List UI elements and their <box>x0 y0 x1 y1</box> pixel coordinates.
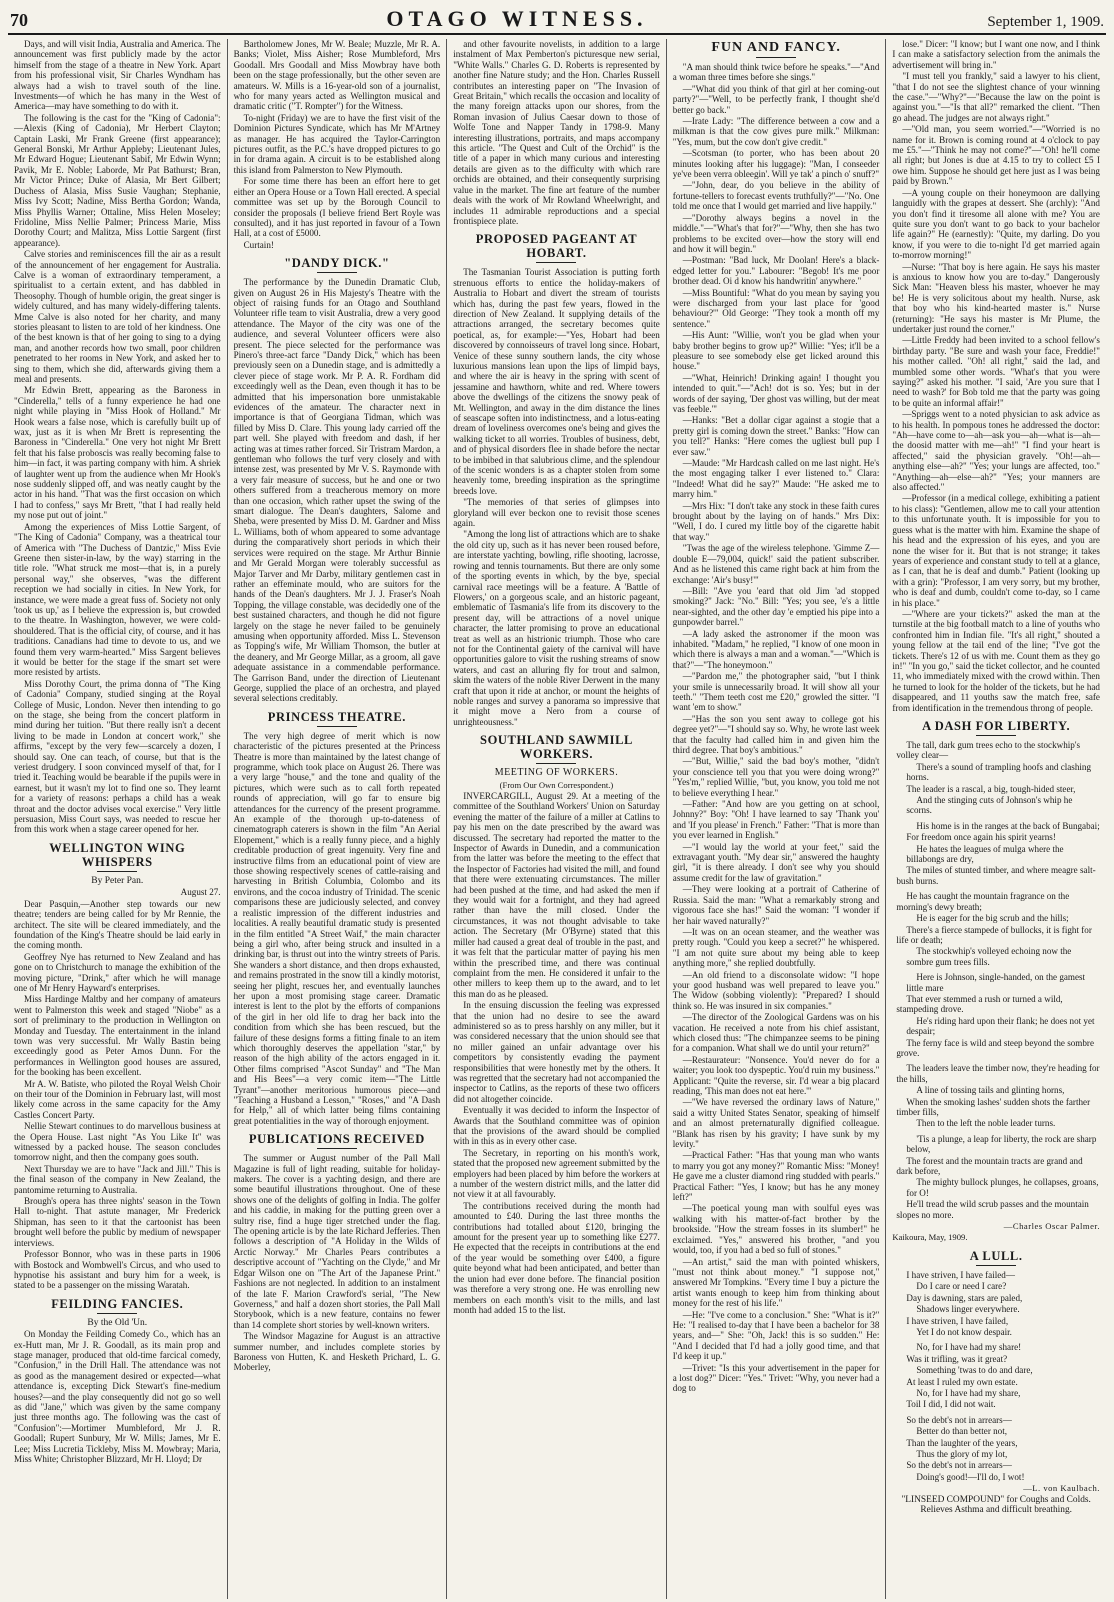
poem-line: I have striven, I have failed— <box>906 1269 1015 1280</box>
poem-line: Then to the left the noble leader turns. <box>916 1118 1056 1129</box>
article-paragraph: Miss Hardinge Maltby and her company of amateurs went to Palmerston this week and staged "Niobe" as a sort of preliminary to the production in Wellington on Monday and Tuesday. The entertainment in the inland town was very successful. Mr Wally Bastin being exceedingly good as Peter Amos Dunn. For the performances in Wellington good houses are assured, for the booking has been excellent. <box>14 994 221 1078</box>
article-paragraph: —An artist," said the man with pointed whiskers, "must not think about money." "I suppose not," answered Mr Tompkins. "Every time I buy a picture the artist wants enough to keep him from thinking about money for the rest of his life." <box>672 1256 880 1309</box>
headline-rule <box>97 1313 137 1314</box>
poem-line: So the debt's not in arrears— <box>906 1460 1012 1471</box>
poem-line: His home is in the ranges at the back of Bungabai; <box>916 820 1100 831</box>
poem-line: So the debt's not in arrears— <box>906 1414 1012 1425</box>
columns <box>8 39 1106 1599</box>
column-1 <box>8 39 228 1599</box>
headline-rule <box>317 272 357 273</box>
advertisement: "LINSEED COMPOUND" for Coughs and Colds. Relieves Asthma and difficult breathing. <box>901 1494 1091 1515</box>
article-paragraph: —"Pardon me," the photographer said, "but I think your smile is unnecessarily broad. It will show all your teeth." "Them teeth cost me £20," growled the sitter. "I want 'em to show." <box>672 671 880 713</box>
poem-line: He's riding hard upon their flank; he does not yet despair; <box>906 1015 1095 1037</box>
headline-rule <box>317 1148 357 1149</box>
article-paragraph: The Tasmanian Tourist Association is putting forth strenuous efforts to entice the holiday-makers of Australia to Hobart and divert the stream of tourists which has, during the past few years, flowed in the direction of New Zealand. It supplying details of the attractions arranged, the secretary becomes quite poetical, as, for example:—"Yes, Hobart had been discovered by connoisseurs of travel long since. Hobart, Venice of these sunny southern lands, the city whose luxurious mansions lean upon the lips of limpid bays, and where the air is heavy in the spring with scent of jessamine and hawthorn, white and red. Where towers above the dwellings of the citizens the snowy peak of Mt. Wellington, and away in the dim distance the lines of seascape soften into indistinctness, and a lotus-eating dream of loveliness overcomes one's being and gives the walking ticket to all worries. Troubles of business, debt, and of physical disorders flee in shade before the nectar to be imbibed in that salubrious clime, and the splendour of the scenic wonders is as a chapter stolen from some heavenly tome, breeding inspiration as the springtime breeds love. <box>453 267 660 496</box>
poem-line: Was it trifling, was it great? <box>906 1353 1008 1364</box>
article-paragraph: The Secretary, in reporting on his month's work, stated that the proposed new agreement submitted by the employers had been placed by him before the workers at a number of the western district mills, and the latter did not view it at all favourably. <box>453 1147 660 1200</box>
poem-line: Yet I do not know despair. <box>916 1326 1012 1337</box>
article-paragraph: —"We have reversed the ordinary laws of Nature," said a witty United States Senator, speaking of himself and an almost preternaturally dignified colleague. "Blank has risen by his gravity; I have sunk by my levity." <box>672 1097 880 1150</box>
article-paragraph: —Professor (in a medical college, exhibiting a patient to his class): "Gentlemen, allow me to call your attention to this unfortunate youth. It is impossible for you to guess what is the matter with him. Examine the shape of his head and the expression of his eyes, and you are none the wiser for it. But that is not strange; it takes years of experience and constant study to tell at a glance, as I can, that he is deaf and dumb." Patient (looking up with a grin): "Professor, I am very sorry, but my brother, who is deaf and dumb, couldn't come to-day, so I came in his place." <box>892 493 1100 608</box>
article-paragraph: The very high degree of merit which is now characteristic of the pictures presented at the Princess Theatre is more than maintained by the latest change of programme, which took place on August 26. There was a very large "house," and the tone and quality of the pictures, which were such as to call forth repeated rounds of appreciation, will go far to ensure big attendances for the currency of the present programme. An example of the thorough up-to-dateness of cinematograph caterers is shown in the film "An Aerial Elopement," which is a really funny piece, and a highly creditable production of great ingenuity. Very fine and instructive films from an educational point of view are those showing respectively scenes of cattle-raising and harvesting in British Columbia, Colombo and its environs, and the cocoa industry of Trinidad. The scenic comparisons these are judiciously selected, and convey a realistic impression of the different industries and localities. A really beautiful dramatic study is presented in the film entitled "A Street Waif," the main character being a girl who, after being struck and insulted in a drinking bar, is thrust out into the wintry streets of Paris. She wanders a short distance, and then drops exhausted, and remains prostrated in the snow till a kindly motorist, seeing her plight, rescues her, and eventually launches her upon a most promising stage career. Dramatic interest is lent to the plot by the efforts of companions of the girl in her old life to drag her back into the condition from which she has been rescued, but the failure of these designs forms a fitting finale to an item which thoroughly deserves the appellation "star," by reason of the high ability of the actors engaged in it. Other films comprised "Ascot Sunday" and "The Man and His Bees"—a very comic item—"The Little Tyrant"—another meritorious humorous piece—and "Teaching a Husband a Lesson," "Roses," and "A Dash for Help," all of which latter being films containing great potentialities in the way of thorough enjoyment. <box>233 730 441 1126</box>
article-headline: PRINCESS THEATRE. <box>267 709 407 724</box>
headline-rule <box>976 735 1016 736</box>
article-headline: FEILDING FANCIES. <box>51 1296 184 1311</box>
article-headline: A LULL. <box>969 1248 1023 1263</box>
article-headline: SOUTHLAND SAWMILL WORKERS. <box>480 733 633 762</box>
article-paragraph: Mr A. W. Batiste, who piloted the Royal Welsh Choir on their tour of the Dominion in February last, will most likely come across in the same capacity for the Amy Castles Concert Party. <box>14 1078 221 1120</box>
article-paragraph: The Windsor Magazine for August is an attractive summer number, and includes complete stories by Baroness von Hutten, K. and Hesketh Prichard, L. G. Moberley, <box>233 1331 441 1373</box>
article-paragraph: —Nurse: "That boy is here again. He says his master is anxious to know how you are to-day." Dangerously Sick Man: "Heaven bless his master, whoever he may be! He is very solicitous about my health. Nurse, ask that boy who his kind-hearted master is." Nurse (returning): "He says his master is Mr Plume, the undertaker just round the corner." <box>892 261 1100 334</box>
article-paragraph: Days, and will visit India, Australia and America. The announcement was first publicly made by the actor himself from the stage of a theatre in New York. Apart from his professional visit, Sir Charles Wyndham has always had a wish to travel south of the line. Investments—of which he has many in the West of America—may have something to do with it. <box>14 39 221 112</box>
article-paragraph: To-night (Friday) we are to have the first visit of the Dominion Pictures Syndicate, which has Mr M'Artney as manager. He has acquired the Taylor-Carrington pictures outfit, as the P.C.'s have dropped pictures to go in for drama again. A circuit is to be established along this island from Palmerston to New Plymouth. <box>233 112 441 175</box>
poem-line: No, for I have had my share, <box>916 1387 1021 1398</box>
headline-rule <box>317 726 357 727</box>
article-paragraph: Brough's opera has three nights' season in the Town Hall to-night. That astute manager, Mr Frederick Shipman, has seen to it that the cartoonist has been brought well before the public by medium of newspaper interviews. <box>14 1196 221 1248</box>
poem-line: Doing's good!—I'll do, I wot! <box>916 1471 1025 1482</box>
poem-line: He is eager for the big scrub and the hills; <box>916 913 1069 924</box>
poem-line: The ferny face is wild and steep beyond the sombre grove. <box>896 1037 1094 1058</box>
article-paragraph: —"Old man, you seem worried."—"Worried is no name for it. Brown is coming round at 4 o'clock to pay me £5."—"Think he may not come?"—"Oh! he'll come all right; but Jones is due at 4.15 to try to collect £5 I owe him. Suppose he should get here just as I was being paid by Brown." <box>892 124 1100 187</box>
page-number: 70 <box>10 10 28 30</box>
poem-line: The mighty bullock plunges, he collapses, groans, for O! <box>906 1177 1099 1198</box>
poem-line: The miles of stunted timber, and where meagre salt-bush burns. <box>896 865 1096 886</box>
poem-line: When the smoking lashes' sudden shots the farther timber fills, <box>896 1096 1091 1117</box>
article-paragraph: lose." Dicer: "I know; but I want one now, and I think I can make a satisfactory selection from the animals the advertisement will bring in." <box>892 39 1100 70</box>
article-paragraph: Geoffrey Nye has returned to New Zealand and has gone on to Christchurch to manage the exhibition of the moving picture, "Drink," after which he will manage one of Mr Henry Hayward's enterprises. <box>14 951 221 993</box>
poem-signature: —L. von Kaulbach. <box>1023 1483 1100 1494</box>
column-5 <box>886 39 1106 1599</box>
article-paragraph: INVERCARGILL, August 29. At a meeting of the committee of the Southland Workers' Union on Saturday evening the matter of the failure of a miller at Catlins to pay his men on the date prescribed by the award was discussed. The secretary had reported the matter to the Inspector of Awards in Dunedin, and a communication from the latter was before the meeting to the effect that the Inspector of Factories had visited the mill, and found that there were extenuating circumstances. The miller had been pushed at the time, and had asked the men if they would wait for a fortnight, and they had agreed rather than have the mill closed. Under the circumstances, it was not thought advisable to take action. The Secretary (Mr O'Byrne) stated that this miller had caused a great deal of trouble in the past, and it was felt that the particular matter of paying his men within the prescribed time, and there was continual complaint from the men. He considered it unfair to the other millers to keep them up to the award, and to let this man do as he pleased. <box>453 791 660 999</box>
article-paragraph: —"What did you think of that girl at her coming-out party?"—"Well, to be perfectly frank, I thought she'd better go back." <box>672 83 880 115</box>
article-paragraph: "I must tell you frankly," said a lawyer to his client, "that I do not see the slightest chance of your winning the case."—"Why?"—"Because the law on the point is against you."—"Is that all?" remarked the client. "Then go ahead. The judges are not always right." <box>892 71 1100 123</box>
column-3 <box>447 39 667 1599</box>
subheading: MEETING OF WORKERS. <box>494 767 619 779</box>
article-paragraph: and other favourite novelists, in addition to a large instalment of Max Pemberton's picturesque new serial, "White Walls." Charles G. D. Roberts is represented by another fine Nature study; and the Hon. Charles Russell contributes an interesting paper on "The Invasion of Great Britain," which recalls the occasion and locality of the many foreign attacks upon our shores, from the Roman invasion of Julius Caesar down to those of Wolfe Tone and Napper Tandy in 1798-9. Many interesting illustrations, portraits, and maps accompany this article. "The Quest and Cult of the Orchid" is the title of a paper in which many curious and interesting details are given as to the difficulty with which rare orchids are obtained, and their consequently surprising value in the market. The fine art feature of the number deals with the work of Mr Rowland Wheelwright, and includes 11 admirable reproductions and a special frontispiece plate. <box>453 39 660 226</box>
article-paragraph: In the ensuing discussion the feeling was expressed that the union had no desire to see the award administered so as to press harshly on any miller, but it was considered necessary that the union should see that no miller gained an unfair advantage over his competitors by consistently evading the payment responsibilities that were honestly met by the others. It was regretted that the secretary had not accompanied the inspector to Catlins, as the reports of these two officers did not altogether coincide. <box>453 1000 660 1104</box>
article-paragraph: "Among the long list of attractions which are to shake the old city up, such as it has never been roused before, are interstate yachting, bowling, rifle shooting, lacrosse, rowing and tennis tournaments. But there are only some of the sporting events in which, by the bye, special carnival race meetings will be a feature. A 'Battle of Flowers,' on a gorgeous scale, and an historic pageant, emblematic of Tasmania's life from its discovery to the present day, will be attractions of a novel unique character, the latter promising to prove an educational treat as well as an histrionic triumph. Those who care not for the Continental gaiety of the carnival will have opportunities galore to visit the rushing streams of snow waters, and cast an alluring fly for trout and salmon, skim the waters of the noble River Derwent in the many craft that upon it ride at anchor, or mount the heights of noble ranges and survey a panorama so impressive that it might move a Nero from a course of unrighteousness." <box>453 529 660 727</box>
article-paragraph: —Hanks: "Bet a dollar cigar against a stogie that a pretty girl is coming down the street." Banks: "How can you tell?" Hanks: "Here comes the ugliest bull pup I ever saw." <box>672 415 880 457</box>
article-paragraph: —An old friend to a disconsolate widow: "I hope your good husband was well prepared to leave you." The Widow (sobbing violently): "Prepared? I should think so. He was insured in six companies." <box>672 969 880 1011</box>
article-paragraph: —Father: "And how are you getting on at school, Johnny?" Boy: "Oh! I have learned to say 'Thank you' and 'If you please' in French." Father: "That is more than you ever learned in English." <box>672 799 880 841</box>
poem-line: A line of tossing tails and glinting horns, <box>916 1085 1065 1096</box>
article-paragraph: Calve stories and reminiscences fill the air as a result of the announcement of her engagement for Australia. Calve is a woman of extraordinary temperament, a spiritualist to a certain extent, and has dabbled in Theosophy. Though of humble origin, the great singer is widely cultured, and has many widely-differing talents. Mme Calve is also noted for her charity, and many stories pleasant to listen to are told of her kindness. One of the best known is that of her going to sing to a dying man, and another records how two small, poor children penetrated to her rooms in New York, and asked her to sing to them, which she did, afterwards giving them a meal and presents. <box>14 249 221 384</box>
article-paragraph: —They were looking at a portrait of Catherine of Russia. Said the man: "What a remarkably strong and vigorous face she has!" Said the woman: "I wonder if her hair waved naturally?" <box>672 884 880 926</box>
poem-line: Thus the glory of my lot, <box>916 1448 1008 1459</box>
article-paragraph: "Twas the age of the wireless telephone. 'Gimme Z—double E—79,004, quick!' said the patient subscriber. And as he listened this came right back at him from the exchange: 'Air's busy!'" <box>672 543 880 585</box>
poem-line: The tall, dark gum trees echo to the stockwhip's volley clear— <box>896 740 1080 761</box>
article-paragraph: —Practical Father: "Has that young man who wants to marry you got any money?" Romantic Miss: "Money! He gave me a cluster diamond ring studded with pearls." Practical Father: "Yes, I know; but has he any money left?" <box>672 1150 880 1203</box>
poem-line: Better do than better not, <box>916 1426 1008 1437</box>
headline-rule <box>756 57 796 58</box>
article-paragraph: —Mrs Hix: "I don't take any stock in these faith cures brought about by the laying on of hands." Mrs Dix: "Well, I do. I cured my little boy of the cigarette habit that way." <box>672 500 880 542</box>
article-paragraph: —Bill: "Ave you 'eard that old Jim 'ad stopped smoking?" Jack: "No." Bill: "Yes; you see, 'e's a little near-sighted, and the other day 'e emptied his pipe into a gunpowder barrel." <box>672 585 880 628</box>
article-paragraph: —"What, Heinrich! Drinking again! I thought you intended to quit."—"Ach! dot is so. Yes; but in der words of der saying, 'Der ghost vas willing, but der meat vas feeble.'" <box>672 372 880 414</box>
poem-line: Toil I did, I did not wait. <box>906 1399 996 1410</box>
dateline: August 27. <box>180 887 221 898</box>
poem-line: I have striven, I have failed, <box>906 1315 1009 1326</box>
poem-line: Here is Johnson, single-handed, on the gamest little mare <box>906 972 1086 993</box>
article-paragraph: —A young couple on their honeymoon are dallying languidly with the grapes at dessert. She (archly): "And you don't find it tiresome all alone with me? You are quite sure you don't want to go back to your bachelor life again?" He (earnestly): "Quite, my darling. Do you know, if you were to die to-night I'd get married again to-morrow morning!" <box>892 187 1100 261</box>
article-paragraph: —The director of the Zoological Gardens was on his vacation. He received a note from his chief assistant, which closed thus: "The chimpanzee seems to be pining for a companion. What shall we do until your return?" <box>672 1012 880 1054</box>
article-paragraph: —Restaurateur: "Nonsence. You'd never do for a waiter; you look too dyspeptic. You'd ruin my business." Applicant: "Quite the reverse, sir. I'd wear a big placard reading, 'This man does not eat here.'" <box>672 1054 880 1096</box>
article-paragraph: —"Where are your tickets?" asked the man at the turnstile at the big football match to a line of youths who confronted him in Indian file. "It's all right," shouted a young fellow at the tail end of the line; "I've got the tickets. There's 12 of us with me. Count them as they go in!" "In you go," said the ticket collector, and he counted 11, who immediately mixed with the crowd within. Then he turned to look for the holder of the tickets, but he had disappeared, and 11 youths saw the match free, safe from identification in the tremendous throng of people. <box>892 608 1100 713</box>
correspondent-note: (From Our Own Correspondent.) <box>499 779 614 790</box>
article-paragraph: —"Has the son you sent away to college got his degree yet?"—"I should say so. Why, he wrote last week that the faculty had called him in and given him the third degree. That boy's ambitious." <box>672 713 880 755</box>
article-headline: PROPOSED PAGEANT AT HOBART. <box>475 232 638 261</box>
article-paragraph: On Monday the Feilding Comedy Co., which has an ex-Hutt man, Mr J. R. Goodall, as its main prop and stage manager, produced that old-time farcical comedy, "Confusion," in the Drill Hall. The attendance was not as good as the management desired or expected—what attendance is, excepting Dick Stewart's fine-medium houses?—and the play consequently did not go so well as did "Jane," which was given by the same company just three months ago. The following was the cast of "Confusion":—Mortimer Mumbleford, Mr J. R. Goodall; Rupert Sunbury, Mr W. Mills; James, Mr E. Lee; Miss Lucretia Tickleby, Miss M. Mowbray; Maria, Miss White; Christopher Blizzard, Mr H. Lloyd; Dr <box>14 1329 221 1464</box>
article-headline: PUBLICATIONS RECEIVED <box>248 1132 425 1147</box>
article-paragraph: "The memories of that series of glimpses into gloryland will ever beckon one to revisit those scenes again. <box>453 497 660 529</box>
poem-line: No, for I have had my share! <box>916 1342 1022 1353</box>
article-paragraph: The contributions received during the month had amounted to £40. During the last three months the contributions had totalled about £120, bringing the amount for the present year up to something like £277. He expected that the receipts in contributions at the end of the year would be something over £400, a figure quite beyond what had been anticipated, and better than the union had ever done before. The financial position was therefore a very strong one. He was enrolling new members on each month's visit to the mills, and last month had added 15 to the list. <box>453 1200 660 1315</box>
poem-line: 'Tis a plunge, a leap for liberty, the rock are sharp below, <box>906 1133 1097 1155</box>
poem-line: At least I ruled my own estate. <box>906 1376 1018 1387</box>
poem-line: Than the laughter of the years, <box>906 1437 1018 1448</box>
poem-line: He'll tread the wild scrub passes and the mountain slopes no more. <box>896 1199 1089 1220</box>
article-paragraph: —Spriggs went to a noted physician to ask advice as to his health. In pompous tones he addressed the doctor: "Ah—have come to—ah—ask you—ah—what is—ah—the doosid matter with me—ah!" "I find your heart is affected," said the physician gravely. "Oh!—ah—anything else—ah?" "Yes; your lungs are affected, too." "Anything—ah—else—ah?" "Yes; your manners are also affected." <box>892 409 1100 493</box>
article-paragraph: —A lady asked the astronomer if the moon was inhabited. "Madam," he replied, "I know of one moon in which there is always a man and a woman."—"Which is that?"—"The honeymoon." <box>672 628 880 670</box>
article-paragraph: "A man should think twice before he speaks."—"And a woman three times before she sings." <box>672 62 880 83</box>
masthead <box>8 6 1106 35</box>
article-headline: A DASH FOR LIBERTY. <box>922 719 1071 733</box>
poem-line: Something 'twas to do and dare, <box>916 1365 1033 1376</box>
article-paragraph: —His Aunt: "Willie, won't you be glad when your baby brother begins to grow up?" Willie: "Yes; it'll be a pleasure to see somebody else get licked around this house." <box>672 330 880 372</box>
article-paragraph: —Maude: "Mr Hardcash called on me last night. He's the most engaging talker I ever listened to." Clara: "Indeed! What did he say?" Maude: "He asked me to marry him." <box>672 458 880 500</box>
poem-line: He has caught the mountain fragrance on the morning's dewy breath; <box>896 891 1070 912</box>
article-paragraph: —Little Freddy had been invited to a school fellow's birthday party. "Be sure and wash your face, Freddie!" his mother called. "Oh! all right," said the lad, and mumbled some other words. "What's that you were saying?" asked his mother. "I said, 'Are you sure that I need to wash?' for Bob told me that the party was going to be quite an informal affair!" <box>892 335 1100 408</box>
poem-line: Do I care or need I care? <box>916 1281 1007 1292</box>
issue-date: September 1, 1909. <box>987 14 1104 30</box>
poem-line: The leaders leave the timber now, they're heading for the hills, <box>896 1063 1100 1084</box>
article-headline: FUN AND FANCY. <box>711 40 841 55</box>
poem-line: And the stinging cuts of Johnson's whip he scorns. <box>906 795 1073 816</box>
article-paragraph: Miss Dorothy Court, the prima donna of "The King of Cadonia" Company, studied singing at the Royal College of Music, London. Never then intending to go on the stage, she being from the concert platform in mind during her tuition. "But there really isn't a decent living to be made in London at concert work," she affirms, "except by the very few—scarcely a dozen, I should say. One can teach, of course, but that is the veriest drudgery. I soon convinced myself of that, for I tried it. Teaching would be bearable if the pupils were in earnest, but it wasn't my lot to find one so. They learnt for a variety of reasons: perhaps a child has a weak throat and the doctor advises vocal exercise." Very little persuasion, Miss Court says, was needed to rescue her from this work when a stage career opened for her. <box>14 678 221 835</box>
poem-line: Day is dawning, stars are paled, <box>906 1292 1023 1303</box>
article-paragraph: —"But, Willie," said the bad boy's mother, "didn't your conscience tell you that you were doing wrong?" "Yes'm," replied Willie, "but, you know, you told me not to believe everything I hear." <box>672 756 880 798</box>
article-paragraph: The summer or August number of the Pall Mall Magazine is full of light reading, suitable for holiday-makers. The cover is a yachting design, and there are some beautiful illustrations throughout. One of these shows one of the delights of golfing in India. The golfer and his caddie, in making for the putting green over a sultry rise, find a huge tiger stretched under the flag. The opening article is by the late Richard Jefferies. Then follows a description of "A Holiday in the Wilds of Arctic Norway." Mr Charles Pears contributes a descriptive account of "Yachting on the Clyde," and Mr Edgar Wilson one on "The Art of the Japanese Print." Fashions are not neglected. In addition to an instalment of the late F. Marion Crawford's serial, "The New Governess," and half a dozen short stories, the Pall Mall Storybook, which is a new feature, contains no fewer than 14 complete short stories by well-known writers. <box>233 1153 441 1330</box>
article-paragraph: Bartholomew Jones, Mr W. Beale; Muzzle, Mr R. A. Banks; Violet, Miss Aisher; Rose Mumbleford, Mrs Goodall. Mrs Goodall and Miss Mowbray have both been on the stage professionally, but the other seven are amateurs. W. Mills is a 16-year-old son of a journalist, who for many years acted as Wellington musical and dramatic critic ("T. Rompter") for the Witness. <box>233 39 441 112</box>
byline: By the Old 'Un. <box>87 1317 148 1328</box>
article-paragraph: —Scotsman (to porter, who has been about 20 minutes looking after his luggage): "Man, I conseeder ye've been verra obleegin'. Will ye tak' a pinch o' snuff?" <box>672 148 880 180</box>
column-4 <box>667 39 887 1599</box>
article-paragraph: Professor Bonnor, who was in these parts in 1906 with Bostock and Wombwell's Circus, and who used to hypnotise his assistant and bury him for a week, is stated to be a passenger on the missing Waratah. <box>14 1249 221 1291</box>
article-paragraph: Mr Edwin Brett, appearing as the Baroness in "Cinderella," tells of a funny experience he had one night while playing in "Miss Hook of Holland." Mr Hook wears a false nose, which is carefully built up of wax, just as it is when Mr Brett is representing the Baroness in "Cinderella." One very hot night Mr Brett felt that his false proboscis was really becoming false to him—in fact, it was parting company with him. A shriek of laughter went up from the audience when Mr Hook's nose suddenly slipped off, and was neatly caught by the actor in his hand. "That was the first occasion on which I had to confess," says Mr Brett, "that I had really held my nose put out of joint." <box>14 385 221 521</box>
headline-rule <box>97 871 137 872</box>
poem-line: There's a fierce stampede of bullocks, it is fight for life or death; <box>896 924 1092 945</box>
article-paragraph: —The poetical young man with soulful eyes was walking with his matter-of-fact brother by the brookside. "How the stream fosses in its slumber!" he exclaimed. "Yes," answered his brother, "and you would, too, if you had a bed so full of stones." <box>672 1203 880 1256</box>
headline-rule <box>536 262 576 263</box>
poem-line: Shadows linger everywhere. <box>916 1304 1020 1315</box>
byline: By Peter Pan. <box>91 875 144 886</box>
article-headline: "DANDY DICK." <box>284 256 390 271</box>
article-paragraph: For some time there has been an effort here to get either an Opera House or a Town Hall erected. A special committee was set up by the Borough Council to consider the proposals (I believe friend Bert Royle was consulted), and it has just reported in favour of a Town Hall, at a cost of £5000. <box>233 176 441 239</box>
article-paragraph: —"John, dear, do you believe in the ability of fortune-tellers to forecast events truthfully?"—"No. One told me once that I would get married and live happily." <box>672 180 880 212</box>
article-paragraph: —Miss Bountiful: "What do you mean by saying you were discharged from your last place for 'good behaviour?'" Old George: "They took a month off my sentence." <box>672 287 880 329</box>
poem-line: The leader is a rascal, a big, tough-hided steer, <box>906 783 1076 794</box>
article-paragraph: —Postman: "Bad luck, Mr Doolan! Here's a black-edged letter for you." Labourer: "Begob! It's me poor brother dead. Oi d know his handwritin' anywhere." <box>672 255 880 287</box>
article-paragraph: —Trivet: "Is this your advertisement in the paper for a lost dog?" Dicer: "Yes." Trivet: "Why, you never had a dog to <box>672 1362 880 1394</box>
article-paragraph: —He: "I've come to a conclusion." She: "What is it?" He: "I realised to-day that I have been a bachelor for 38 years, and—" She: "Oh, Jack! this is so sudden." He: "And I decided that I'd had a jolly good time, and that I'd keep it up." <box>672 1309 880 1362</box>
article-paragraph: —"I would lay the world at your feet," said the extravagant youth. "My dear sir," answered the haughty girl, "it is there already. I don't see why you should assume credit for the law of gravitation." <box>672 841 880 883</box>
article-paragraph: —"Dorothy always begins a novel in the middle."—"What's that for?"—"Why, then she has two problems to be excited over—how the story will end and how it will begin." <box>672 212 880 254</box>
poem-line: That ever stemmed a rush or turned a wild, stampeding drove. <box>896 993 1063 1015</box>
article-paragraph: Nellie Stewart continues to do marvellous business at the Opera House. Last night "As You Like It" was witnessed by a packed house. The season concludes tomorrow night, and then the company goes south. <box>14 1121 221 1163</box>
headline-rule <box>536 763 576 764</box>
article-paragraph: Next Thursday we are to have "Jack and Jill." This is the final season of the company in New Zealand, the pantomime returning to Australia. <box>14 1163 221 1195</box>
poem-place: Kaikoura, May, 1909. <box>892 1232 968 1243</box>
newspaper-title: OTAGO WITNESS. <box>386 6 648 31</box>
article-paragraph: —It was on an ocean steamer, and the weather was pretty rough. "Could you keep a secret?" he whispered. "I am not quite sure about my being able to keep anything more," she replied doubtfully. <box>672 926 880 969</box>
column-2 <box>228 39 448 1599</box>
poem-line: He hates the leagues of mulga where the billabongs are dry, <box>906 843 1064 865</box>
article-headline: WELLINGTON WING WHISPERS <box>49 840 186 869</box>
headline-rule <box>976 1265 1016 1266</box>
article-paragraph: Curtain! <box>243 239 274 250</box>
poem-line: For freedom once again his spirit yearns! <box>906 832 1056 843</box>
article-paragraph: —Irate Lady: "The difference between a cow and a milkman is that the cow gives pure milk." Milkman: "Yes, mum, but the cow don't give credit." <box>672 116 880 147</box>
poem-line: The forest and the mountain tracts are grand and dark before, <box>896 1155 1083 1177</box>
article-paragraph: Among the experiences of Miss Lottie Sargent, of "The King of Cadonia" Company, was a theatrical tour of America with "The Duchess of Dantzic," Miss Evie Greene then sister-in-law, by the way) starring in the title role. "What struck me most—that is, in a purely personal way," she observes, "was the different reception we had socially in cities. In New York, for instance, we were made a great fuss of. Society not only 'took us up,' as I believe the expression is, but crowded to the theatre. In Washington, however, we were cold-shouldered. That is the official city, of course, and it has traditions. Canadians had time to devote to us, and we found them very warm-hearted." Miss Sargent believes it would be better for the stage if the smart set were more resisted by artists. <box>14 521 221 678</box>
poem-line: The stockwhip's volleyed echoing now the sombre gum trees fills. <box>906 946 1072 967</box>
article-paragraph: Dear Pasquin,—Another step towards our new theatre; tenders are being called for by Mr Rennie, the architect. The site will be cleared immediately, and the foundation of the King's Theatre should be laid early in the coming month. <box>14 898 221 951</box>
poem-line: There's a sound of trampling hoofs and clashing horns. <box>906 761 1092 783</box>
article-paragraph: The performance by the Dunedin Dramatic Club, given on August 26 in His Majesty's Theatre with the object of raising funds for an Otago and Southland Volunteer rifle team to visit Australia, drew a very good attendance. The Mayor of the city was one of the audience, and several Volunteer officers were also present. The piece selected for the performance was Pinero's three-act farce "Dandy Dick," which has been previously seen on a Dunedin stage, and is admittedly a clever piece of stage work. Mr P. A. R. Fordham did exceedingly well as the Dean, even though it has to be admitted that his impersonation bore unmistakable evidences of the amateur. The character next in importance is that of Georgiana Tidman, which was filled by Miss D. Clare. This young lady carried off the part well. She played with freedom and dash, if her acting was at times rather forced. Sir Tristram Mardon, a gentleman who follows the turf very closely and with intense zest, was presented by Mr V. S. Raymonde with a very fair measure of success, but he and one or two others suffered from a treacherous memory on more than one occasion, which rather upset the swing of the smart dialogue. The Dean's daughters, Salome and Sheba, were presented by Miss D. M. Gardner and Miss L. Williams, both of whom appeared to some advantage during the comparatively short periods in which their services were required on the stage. Mr Arthur Binnie and Mr Gerald Morgan were tolerably successful as Major Tarver and Mr Darby, military gentlemen cast in rather an effeminate mould, who are suitors for the hands of the Dean's daughters. Mr J. J. Fraser's Noah Topping, the village constable, was decidedly one of the best sustained characters, and though he did not figure largely on the stage he never failed to be genuinely amusing when opportunity afforded. Miss L. Stevenson as Topping's wife, Mr William Thomson, the butler at the deanery, and Mr George Millar, as a groom, all gave adequate assistance in a commendable performance. The Garrison Band, under the direction of Lieutenant George, supplied the place of an orchestra, and played several selections creditably. <box>233 277 441 704</box>
article-paragraph: Eventually it was decided to inform the Inspector of Awards that the Southland committee was of opinion that the provisions of the award should be complied with in this as in every other case. <box>453 1105 660 1147</box>
poem-signature: —Charles Oscar Palmer. <box>1003 1221 1100 1232</box>
article-paragraph: The following is the cast for the "King of Cadonia":—Alexis (King of Cadonia), Mr Herbert Clayton; Captain Laski, Mr Frank Greene (first appearance); General Bonski, Mr Arthur Appleby; Lieutenant Jules, Mr Edward Hogue; Lieutenant Sabif, Mr Edwin Wynn; Pavik, Mr E. Noble; Laborde, Mr Pat Bathurst; Bran, Mr Victor Prince; Duke of Alasia, Mr Bert Gilbert; Duchess of Alasia, Miss Susie Vaughan; Stephanie, Miss Ivy Scott; Nadine, Miss Bertha Gordon; Wanda, Miss Phyllis Warner; Ottaline, Miss Helen Moseley; Fridoline, Miss Nellie Palmer; Princess Marie, Miss Dorothy Court; and Malitza, Miss Lottie Sargent (first appearance). <box>14 112 221 248</box>
